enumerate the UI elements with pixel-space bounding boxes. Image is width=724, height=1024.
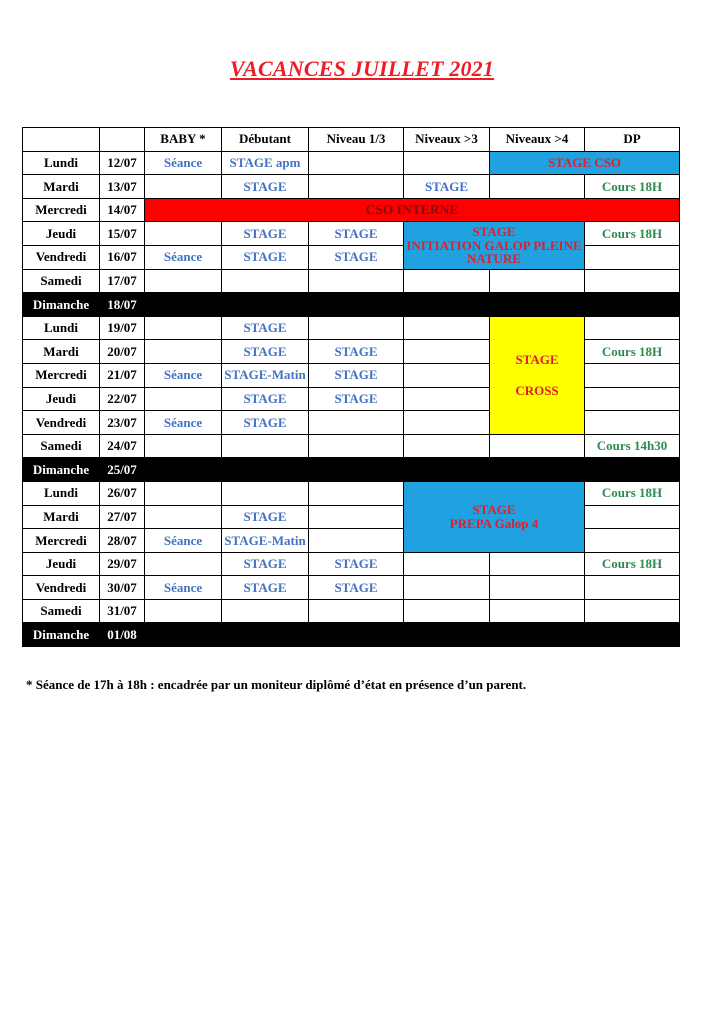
debutant-cell: STAGE <box>222 245 309 269</box>
table-row <box>23 151 680 175</box>
cso-interne-block: CSO INTERNE <box>145 198 680 222</box>
date-cell: 01/08 <box>100 623 145 647</box>
baby-cell: Séance <box>145 529 222 553</box>
niveau13-cell <box>309 411 404 435</box>
dp-cell <box>585 576 680 600</box>
niveaux3-cell <box>404 576 490 600</box>
niveau13-cell <box>309 529 404 553</box>
footnote: * Séance de 17h à 18h : encadrée par un moniteur diplômé d’état en présence d’un parent. <box>26 677 527 692</box>
dp-cell <box>585 316 680 340</box>
dp-cell: Cours 18H <box>585 175 680 199</box>
dp-cell <box>585 363 680 387</box>
debutant-cell: STAGE <box>222 552 309 576</box>
table-row <box>23 175 680 199</box>
debutant-cell: STAGE <box>222 505 309 529</box>
niveaux4-cell <box>490 552 585 576</box>
debutant-cell: STAGE <box>222 340 309 364</box>
schedule-table <box>22 127 680 647</box>
dp-cell <box>585 269 680 293</box>
day-cell: Samedi <box>23 434 100 458</box>
date-cell: 18/07 <box>100 293 145 317</box>
debutant-cell: STAGE <box>222 222 309 246</box>
prepa-line-2: PREPA Galop 4 <box>449 515 539 531</box>
table-row <box>23 576 680 600</box>
table-row <box>23 316 680 340</box>
baby-cell <box>145 481 222 505</box>
baby-cell <box>145 599 222 623</box>
niveau13-cell: STAGE <box>309 552 404 576</box>
debutant-cell <box>222 599 309 623</box>
niveaux3-cell <box>404 151 490 175</box>
niveau13-cell <box>309 505 404 529</box>
cross-line-2: CROSS <box>515 383 559 399</box>
header-niveaux3: Niveaux >3 <box>404 128 490 152</box>
day-cell: Vendredi <box>23 411 100 435</box>
day-cell: Lundi <box>23 151 100 175</box>
day-cell: Dimanche <box>23 623 100 647</box>
initiation-line-1: STAGE <box>472 224 516 239</box>
date-cell: 31/07 <box>100 599 145 623</box>
day-cell: Mercredi <box>23 529 100 553</box>
date-cell: 19/07 <box>100 316 145 340</box>
day-cell: Lundi <box>23 316 100 340</box>
day-cell: Vendredi <box>23 576 100 600</box>
niveau13-cell: STAGE <box>309 387 404 411</box>
debutant-cell: STAGE <box>222 576 309 600</box>
header-niveaux4: Niveaux >4 <box>490 128 585 152</box>
table-row <box>23 481 680 505</box>
debutant-cell: STAGE <box>222 387 309 411</box>
table-row <box>23 198 680 222</box>
niveau13-cell: STAGE <box>309 363 404 387</box>
sunday-row <box>23 623 680 647</box>
stage-cso-block: STAGE CSO <box>490 151 680 175</box>
table-row <box>23 222 680 246</box>
debutant-cell <box>222 481 309 505</box>
sunday-row <box>23 293 680 317</box>
debutant-cell: STAGE-Matin <box>222 363 309 387</box>
baby-cell <box>145 269 222 293</box>
baby-cell <box>145 316 222 340</box>
niveaux3-cell <box>404 269 490 293</box>
niveau13-cell: STAGE <box>309 576 404 600</box>
niveau13-cell <box>309 269 404 293</box>
header-date <box>100 128 145 152</box>
niveaux3-cell <box>404 340 490 364</box>
header-row <box>23 128 680 152</box>
day-cell: Jeudi <box>23 552 100 576</box>
date-cell: 25/07 <box>100 458 145 482</box>
dp-cell: Cours 18H <box>585 222 680 246</box>
dp-cell <box>585 245 680 269</box>
stage-initiation-block <box>404 222 585 269</box>
date-cell: 15/07 <box>100 222 145 246</box>
date-cell: 22/07 <box>100 387 145 411</box>
day-cell: Mardi <box>23 505 100 529</box>
date-cell: 24/07 <box>100 434 145 458</box>
date-cell: 12/07 <box>100 151 145 175</box>
baby-cell: Séance <box>145 411 222 435</box>
cross-line-1: STAGE <box>515 351 559 367</box>
day-cell: Mardi <box>23 340 100 364</box>
day-cell: Dimanche <box>23 293 100 317</box>
dp-cell: Cours 14h30 <box>585 434 680 458</box>
date-cell: 21/07 <box>100 363 145 387</box>
date-cell: 26/07 <box>100 481 145 505</box>
baby-cell <box>145 340 222 364</box>
niveau13-cell <box>309 175 404 199</box>
niveaux3-cell <box>404 434 490 458</box>
day-cell: Mercredi <box>23 198 100 222</box>
dp-cell <box>585 411 680 435</box>
dp-cell <box>585 505 680 529</box>
sunday-row <box>23 458 680 482</box>
date-cell: 17/07 <box>100 269 145 293</box>
date-cell: 23/07 <box>100 411 145 435</box>
date-cell: 13/07 <box>100 175 145 199</box>
niveaux3-cell <box>404 363 490 387</box>
debutant-cell: STAGE-Matin <box>222 529 309 553</box>
niveau13-cell: STAGE <box>309 245 404 269</box>
day-cell: Lundi <box>23 481 100 505</box>
niveau13-cell <box>309 151 404 175</box>
baby-cell: Séance <box>145 151 222 175</box>
day-cell: Samedi <box>23 599 100 623</box>
niveaux3-cell <box>404 552 490 576</box>
header-debutant: Débutant <box>222 128 309 152</box>
date-cell: 28/07 <box>100 529 145 553</box>
stage-cross-block <box>490 316 585 434</box>
baby-cell: Séance <box>145 576 222 600</box>
baby-cell: Séance <box>145 245 222 269</box>
initiation-line-3: NATURE <box>467 251 521 267</box>
table-row <box>23 552 680 576</box>
day-cell: Mercredi <box>23 363 100 387</box>
baby-cell <box>145 222 222 246</box>
niveaux4-cell <box>490 175 585 199</box>
prepa-line-1: STAGE <box>472 502 516 518</box>
debutant-cell: STAGE apm <box>222 151 309 175</box>
niveau13-cell <box>309 434 404 458</box>
table-row <box>23 269 680 293</box>
baby-cell <box>145 387 222 411</box>
debutant-cell: STAGE <box>222 316 309 340</box>
niveaux4-cell <box>490 434 585 458</box>
date-cell: 30/07 <box>100 576 145 600</box>
niveaux3-cell: STAGE <box>404 175 490 199</box>
niveaux4-cell <box>490 576 585 600</box>
day-cell: Jeudi <box>23 387 100 411</box>
niveau13-cell: STAGE <box>309 222 404 246</box>
dp-cell <box>585 529 680 553</box>
date-cell: 20/07 <box>100 340 145 364</box>
debutant-cell <box>222 269 309 293</box>
header-baby: BABY * <box>145 128 222 152</box>
baby-cell <box>145 434 222 458</box>
niveaux3-cell <box>404 599 490 623</box>
table-row <box>23 434 680 458</box>
niveau13-cell: STAGE <box>309 340 404 364</box>
header-dp: DP <box>585 128 680 152</box>
debutant-cell: STAGE <box>222 175 309 199</box>
date-cell: 16/07 <box>100 245 145 269</box>
table-row <box>23 599 680 623</box>
niveau13-cell <box>309 481 404 505</box>
niveau13-cell <box>309 599 404 623</box>
sunday-fill <box>145 293 680 317</box>
niveaux4-cell <box>490 599 585 623</box>
page-title: VACANCES JUILLET 2021 <box>229 56 495 81</box>
niveaux3-cell <box>404 411 490 435</box>
baby-cell <box>145 505 222 529</box>
dp-cell <box>585 387 680 411</box>
date-cell: 29/07 <box>100 552 145 576</box>
date-cell: 27/07 <box>100 505 145 529</box>
niveau13-cell <box>309 316 404 340</box>
baby-cell: Séance <box>145 363 222 387</box>
dp-cell: Cours 18H <box>585 481 680 505</box>
dp-cell: Cours 18H <box>585 552 680 576</box>
day-cell: Samedi <box>23 269 100 293</box>
sunday-fill <box>145 458 680 482</box>
header-day <box>23 128 100 152</box>
debutant-cell: STAGE <box>222 411 309 435</box>
stage-prepa-block <box>404 481 585 552</box>
niveaux4-cell <box>490 269 585 293</box>
day-cell: Vendredi <box>23 245 100 269</box>
sunday-fill <box>145 623 680 647</box>
initiation-line-2: INITIATION GALOP PLEINE <box>406 237 582 253</box>
dp-cell <box>585 599 680 623</box>
niveaux3-cell <box>404 387 490 411</box>
day-cell: Mardi <box>23 175 100 199</box>
baby-cell <box>145 552 222 576</box>
dp-cell: Cours 18H <box>585 340 680 364</box>
niveaux3-cell <box>404 316 490 340</box>
day-cell: Jeudi <box>23 222 100 246</box>
header-niveau13: Niveau 1/3 <box>309 128 404 152</box>
baby-cell <box>145 175 222 199</box>
date-cell: 14/07 <box>100 198 145 222</box>
debutant-cell <box>222 434 309 458</box>
day-cell: Dimanche <box>23 458 100 482</box>
